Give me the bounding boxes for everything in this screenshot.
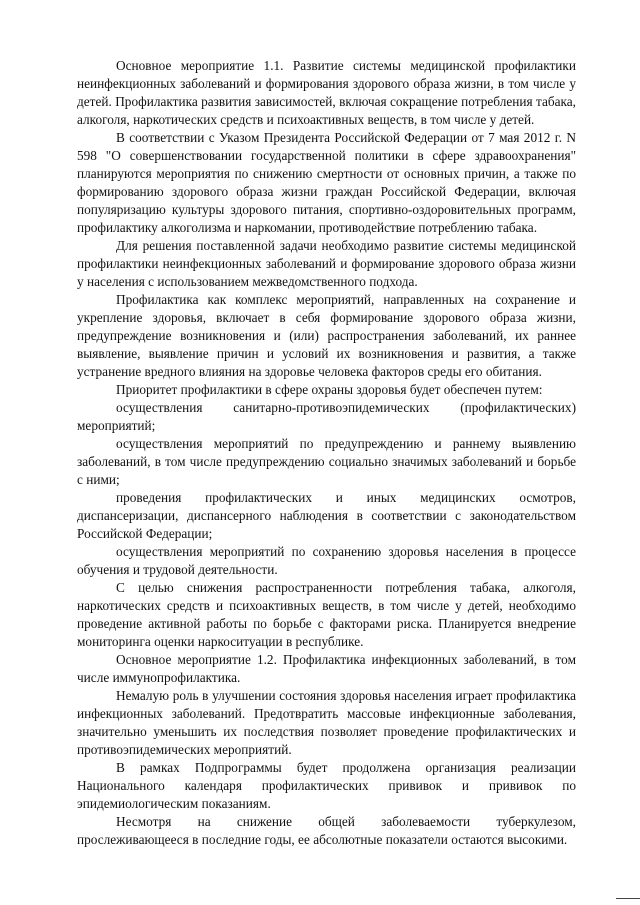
paragraph-task-solution: Для решения поставленной задачи необходимо развитие системы медицинской профилактики неинфекционных заболеваний и формирование здорового образа жизни у населения с использованием межведомственного подхода. (77, 238, 576, 289)
paragraph-prevention-definition: Профилактика как комплекс мероприятий, направленных на сохранение и укрепление здоровья, включает в себя формирование здорового образа жизни, предупреждение возникновения и (или) распространения заболеваний, их раннее выявление, выявление причин и условий их возникновения и развития, а также устранение вредного влияния на здоровье человека факторов среды его обитания. (77, 292, 576, 379)
list-item-medical-examinations: проведения профилактических и иных медицинских осмотров, диспансеризации, диспансерного наблюдения в соответствии с законодательством Российской Федерации; (77, 490, 576, 541)
list-item-early-detection: осуществления мероприятий по предупреждению и раннему выявлению заболеваний, в том числе предупреждению социально значимых заболеваний и борьбе с ними; (77, 436, 576, 487)
paragraph-prevention-priority: Приоритет профилактики в сфере охраны здоровья будет обеспечен путем: (116, 382, 543, 397)
list-item-health-preservation: осуществления мероприятий по сохранению здоровья населения в процессе обучения и трудовой деятельности. (77, 544, 576, 577)
paragraph-activity-1-1: Основное мероприятие 1.1. Развитие системы медицинской профилактики неинфекционных заболеваний и формирования здорового образа жизни, в том числе у детей. Профилактика развития зависимостей, включая сокращение потребления табака, алкоголя, наркотических средств и психоактивных веществ, в том числе у детей. (77, 58, 576, 127)
paragraph-risk-factors: С целью снижения распространенности потребления табака, алкоголя, наркотических средств и психоактивных веществ, в том числе у детей, необходимо проведение активной работы по борьбе с факторами риска. Планируется внедрение мониторинга оценки наркоситуации в республике. (77, 580, 576, 649)
paragraph-presidential-decree: В соответствии с Указом Президента Российской Федерации от 7 мая 2012 г. N 598 "О совершенствовании государственной политики в сфере здравоохранения" планируются мероприятия по снижению смертности от основных причин, а также по формированию здорового образа жизни граждан Российской Федерации, включая популяризацию культуры здорового питания, спортивно-оздоровительных программ, профилактику алкоголизма и наркомании, противодействие потреблению табака. (77, 130, 576, 235)
paragraph-activity-1-2: Основное мероприятие 1.2. Профилактика инфекционных заболеваний, в том числе иммунопрофилактика. (77, 652, 576, 685)
paragraph-vaccination-calendar: В рамках Подпрограммы будет продолжена организация реализации Национального календаря профилактических прививок и прививок по эпидемиологическим показаниям. (77, 760, 576, 811)
list-item-sanitary-measures: осуществления санитарно-противоэпидемических (профилактических) мероприятий; (77, 400, 576, 433)
page-edge-mark (616, 898, 640, 899)
paragraph-infectious-prevention: Немалую роль в улучшении состояния здоровья населения играет профилактика инфекционных заболеваний. Предотвратить массовые инфекционные заболевания, значительно уменьшить их последствия позволяет проведение профилактических и противоэпидемических мероприятий. (77, 688, 576, 757)
paragraph-tuberculosis: Несмотря на снижение общей заболеваемости туберкулезом, прослеживающееся в последние годы, ее абсолютные показатели остаются высокими. (77, 814, 576, 847)
